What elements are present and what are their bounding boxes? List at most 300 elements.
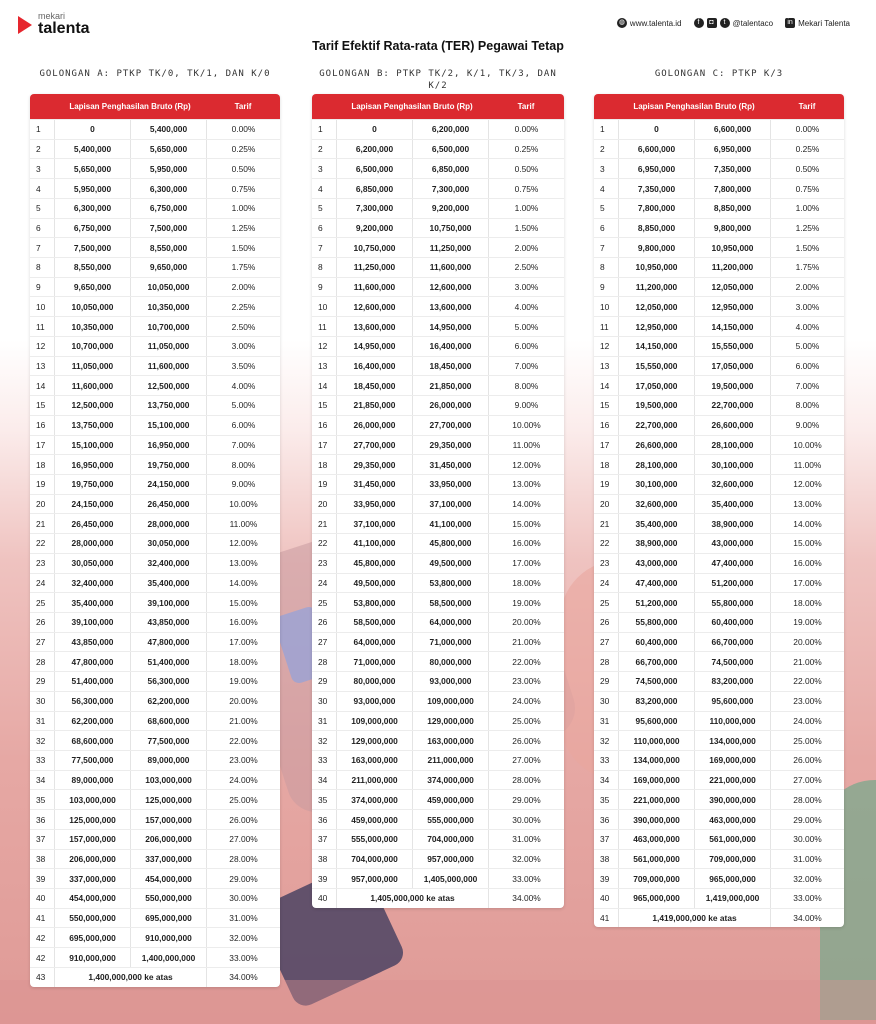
rate-table [594,94,844,927]
rate-value: 0.00% [770,120,844,139]
row-number: 4 [600,183,605,194]
income-from: 11,600,000 [54,376,130,395]
income-from: 15,100,000 [54,436,130,455]
row-number: 3 [36,163,41,174]
table-row [594,691,844,711]
rate-value: 19.00% [488,593,564,612]
income-to: 12,500,000 [130,376,206,395]
table-row [594,158,844,178]
income-to: 110,000,000 [694,712,770,731]
row-number: 32 [36,735,46,746]
row-number: 14 [600,380,610,391]
income-to: 89,000,000 [130,751,206,770]
row-number: 11 [318,321,327,332]
rate-value: 0.75% [770,179,844,198]
row-number: 16 [36,420,46,431]
table-row [594,237,844,257]
table-header [30,94,280,119]
income-to: 5,950,000 [130,159,206,178]
row-number: 16 [318,420,328,431]
table-row [30,691,280,711]
rate-table [312,94,564,908]
row-number: 40 [600,893,610,904]
table-row [30,494,280,514]
income-from: 374,000,000 [336,790,412,809]
income-from: 9,650,000 [54,278,130,297]
table-row [30,947,280,967]
row-number: 17 [600,439,610,450]
table-row [30,612,280,632]
table-row [594,651,844,671]
income-from: 459,000,000 [336,810,412,829]
rate-value: 33.00% [488,869,564,888]
rate-value: 14.00% [206,574,280,593]
income-to: 11,600,000 [412,258,488,277]
rate-value: 32.00% [770,869,844,888]
table-header [312,94,564,119]
rate-value: 9.00% [770,416,844,435]
income-from: 965,000,000 [618,889,694,908]
table-row [30,178,280,198]
rate-value: 4.00% [206,376,280,395]
table-row-last [594,908,844,928]
rate-value: 28.00% [488,771,564,790]
table-row [594,474,844,494]
row-number: 26 [600,617,610,628]
row-number: 9 [318,282,323,293]
rate-value: 1.25% [770,219,844,238]
group-label: GOLONGAN A: PTKP TK/0, TK/1, DAN K/0 [39,69,271,79]
rate-value: 14.00% [770,514,844,533]
rate-value: 25.00% [488,712,564,731]
income-to: 56,300,000 [130,672,206,691]
table-row [312,711,564,731]
income-from: 14,150,000 [618,337,694,356]
table-row [30,592,280,612]
table-row [594,316,844,336]
row-number: 34 [318,775,328,786]
income-from: 454,000,000 [54,889,130,908]
rate-value: 21.00% [206,712,280,731]
income-to: 41,100,000 [412,514,488,533]
income-to: 14,950,000 [412,317,488,336]
income-to: 374,000,000 [412,771,488,790]
table-row [594,849,844,869]
income-from: 45,800,000 [336,554,412,573]
income-from: 64,000,000 [336,633,412,652]
income-from: 58,500,000 [336,613,412,632]
rate-value: 28.00% [770,790,844,809]
income-to: 14,150,000 [694,317,770,336]
table-row [30,849,280,869]
table-row [594,375,844,395]
table-row [30,513,280,533]
income-to: 163,000,000 [412,731,488,750]
table-row [312,257,564,277]
income-to: 11,200,000 [694,258,770,277]
income-to: 68,600,000 [130,712,206,731]
row-number: 41 [600,913,610,924]
income-from: 7,350,000 [618,179,694,198]
income-to: 31,450,000 [412,455,488,474]
row-number: 18 [36,459,46,470]
rate-value: 27.00% [770,771,844,790]
rate-value: 18.00% [206,652,280,671]
income-from: 211,000,000 [336,771,412,790]
rate-value: 1.25% [206,219,280,238]
table-row [312,435,564,455]
table-row [312,849,564,869]
income-from: 16,400,000 [336,357,412,376]
rate-value: 0.50% [770,159,844,178]
rate-value: 1.75% [770,258,844,277]
income-from: 555,000,000 [336,830,412,849]
table-row [312,868,564,888]
table-row [312,139,564,159]
income-from: 32,400,000 [54,574,130,593]
table-row [312,336,564,356]
rate-value: 31.00% [770,850,844,869]
income-to: 337,000,000 [130,850,206,869]
table-row [594,395,844,415]
income-to: 11,050,000 [130,337,206,356]
income-from: 30,100,000 [618,475,694,494]
income-to: 11,250,000 [412,238,488,257]
income-to: 211,000,000 [412,751,488,770]
table-row [30,237,280,257]
income-from: 28,000,000 [54,534,130,553]
rate-value: 22.00% [770,672,844,691]
income-from: 561,000,000 [618,850,694,869]
income-from: 66,700,000 [618,652,694,671]
rate-value: 20.00% [488,613,564,632]
income-to: 24,150,000 [130,475,206,494]
row-number: 10 [600,301,610,312]
table-row [594,178,844,198]
table-row [312,513,564,533]
rate-value: 22.00% [206,731,280,750]
income-from: 62,200,000 [54,712,130,731]
table-row [312,750,564,770]
table-row [594,198,844,218]
table-row [594,218,844,238]
rate-value: 18.00% [488,574,564,593]
income-from: 35,400,000 [618,514,694,533]
income-to: 95,600,000 [694,692,770,711]
income-from: 5,650,000 [54,159,130,178]
income-from: 47,400,000 [618,574,694,593]
income-to: 965,000,000 [694,869,770,888]
income-to: 32,600,000 [694,475,770,494]
income-to: 37,100,000 [412,495,488,514]
rate-value: 0.25% [206,140,280,159]
table-row [312,553,564,573]
website-link[interactable]: www.talenta.id [629,18,682,28]
table-row [30,888,280,908]
rate-value: 11.00% [770,455,844,474]
rate-value: 21.00% [770,652,844,671]
income-to: 206,000,000 [130,830,206,849]
income-to: 7,350,000 [694,159,770,178]
table-row [312,119,564,139]
income-to: 9,650,000 [130,258,206,277]
table-row [594,809,844,829]
income-to: 5,400,000 [130,120,206,139]
row-number: 1 [318,124,323,135]
rate-value: 32.00% [206,928,280,947]
table-row [312,632,564,652]
income-from: 0 [54,120,130,139]
income-from: 80,000,000 [336,672,412,691]
income-from: 11,250,000 [336,258,412,277]
income-to: 1,419,000,000 [694,889,770,908]
income-to: 9,800,000 [694,219,770,238]
table-row [312,474,564,494]
table-row [594,356,844,376]
table-row [312,356,564,376]
income-from: 134,000,000 [618,751,694,770]
income-to: 30,100,000 [694,455,770,474]
income-from: 95,600,000 [618,712,694,731]
row-number: 18 [600,459,610,470]
income-from: 5,400,000 [54,140,130,159]
table-row [30,119,280,139]
rate-value: 14.00% [488,495,564,514]
rate-value: 33.00% [206,948,280,967]
income-from: 60,400,000 [618,633,694,652]
rate-value: 30.00% [488,810,564,829]
row-number: 24 [600,577,610,588]
income-to: 64,000,000 [412,613,488,632]
income-to: 555,000,000 [412,810,488,829]
row-number: 7 [318,242,323,253]
income-to: 45,800,000 [412,534,488,553]
income-to: 60,400,000 [694,613,770,632]
income-from: 43,850,000 [54,633,130,652]
row-number: 40 [36,893,46,904]
row-number: 34 [600,775,610,786]
rate-value: 25.00% [770,731,844,750]
income-to: 10,700,000 [130,317,206,336]
rate-value: 11.00% [488,436,564,455]
row-number: 34 [36,775,46,786]
row-number: 36 [600,814,610,825]
income-from: 13,750,000 [54,416,130,435]
row-number: 33 [36,755,46,766]
income-to: 109,000,000 [412,692,488,711]
rate-value: 17.00% [488,554,564,573]
income-from: 8,550,000 [54,258,130,277]
row-number: 27 [318,637,328,648]
income-to: 16,400,000 [412,337,488,356]
income-from: 30,050,000 [54,554,130,573]
rate-value: 16.00% [770,554,844,573]
rate-value: 8.00% [488,376,564,395]
rate-header: Tarif [234,102,252,111]
row-number: 6 [36,222,41,233]
rate-value: 2.50% [488,258,564,277]
income-to: 55,800,000 [694,593,770,612]
income-from: 26,600,000 [618,436,694,455]
rate-value: 17.00% [770,574,844,593]
income-to: 71,000,000 [412,633,488,652]
income-from: 163,000,000 [336,751,412,770]
income-from: 74,500,000 [618,672,694,691]
table-row-last [30,967,280,987]
table-row [30,395,280,415]
table-row [594,730,844,750]
rate-value: 24.00% [488,692,564,711]
income-from: 93,000,000 [336,692,412,711]
table-row [312,592,564,612]
row-number: 25 [600,597,610,608]
rate-value: 33.00% [770,889,844,908]
row-number: 32 [600,735,610,746]
income-from: 6,850,000 [336,179,412,198]
income-to: 6,950,000 [694,140,770,159]
table-row [30,435,280,455]
row-number: 2 [600,144,605,155]
row-number: 3 [318,163,323,174]
row-number: 39 [318,873,328,884]
rate-value: 7.00% [770,376,844,395]
table-row [312,415,564,435]
table-row [30,218,280,238]
income-from: 7,500,000 [54,238,130,257]
row-number: 9 [36,282,41,293]
rate-value: 3.00% [488,278,564,297]
table-row [30,257,280,277]
table-row [594,750,844,770]
table-row [30,316,280,336]
row-number: 39 [600,873,610,884]
rate-value: 2.00% [488,238,564,257]
row-number: 20 [36,499,46,510]
table-row [30,158,280,178]
income-above: 1,419,000,000 ke atas [618,909,770,928]
income-from: 6,300,000 [54,199,130,218]
table-row [594,553,844,573]
row-number: 38 [36,853,46,864]
table-body [594,119,844,927]
income-from: 19,750,000 [54,475,130,494]
income-to: 35,400,000 [130,574,206,593]
rate-value: 15.00% [770,534,844,553]
income-to: 129,000,000 [412,712,488,731]
row-number: 22 [318,538,328,549]
row-number: 7 [600,242,605,253]
income-to: 26,600,000 [694,416,770,435]
row-number: 19 [318,479,328,490]
table-row [594,296,844,316]
row-number: 5 [600,203,605,214]
rate-value: 12.00% [770,475,844,494]
income-from: 463,000,000 [618,830,694,849]
income-to: 561,000,000 [694,830,770,849]
rate-value: 34.00% [488,889,564,908]
income-to: 6,500,000 [412,140,488,159]
income-to: 53,800,000 [412,574,488,593]
row-number: 8 [600,262,605,273]
table-row [30,711,280,731]
row-number: 2 [36,144,41,155]
income-to: 10,350,000 [130,297,206,316]
income-to: 390,000,000 [694,790,770,809]
rate-value: 12.00% [206,534,280,553]
row-number: 26 [318,617,328,628]
table-row [312,198,564,218]
row-number: 21 [600,518,610,529]
income-from: 957,000,000 [336,869,412,888]
linkedin-link[interactable]: Mekari Talenta [798,18,850,28]
income-to: 43,000,000 [694,534,770,553]
table-row [594,573,844,593]
income-to: 6,300,000 [130,179,206,198]
row-number: 19 [36,479,46,490]
row-number: 11 [600,321,609,332]
rate-value: 10.00% [488,416,564,435]
contact-bar [617,18,850,28]
row-number: 19 [600,479,610,490]
income-from: 5,950,000 [54,179,130,198]
table-row [594,632,844,652]
table-row [30,651,280,671]
table-row [594,494,844,514]
range-header: Lapisan Penghasilan Bruto (Rp) [351,102,473,111]
rate-value: 23.00% [206,751,280,770]
income-from: 56,300,000 [54,692,130,711]
table-row [312,770,564,790]
row-number: 40 [318,893,328,904]
income-to: 16,950,000 [130,436,206,455]
instagram-icon: ◘ [707,18,717,28]
income-from: 0 [336,120,412,139]
income-to: 33,950,000 [412,475,488,494]
row-number: 24 [36,577,46,588]
income-from: 28,100,000 [618,455,694,474]
income-from: 26,450,000 [54,514,130,533]
facebook-icon: f [694,18,704,28]
income-to: 12,050,000 [694,278,770,297]
group-label: GOLONGAN C: PTKP K/3 [654,69,784,79]
row-number: 6 [318,222,323,233]
income-from: 14,950,000 [336,337,412,356]
table-row [312,158,564,178]
income-from: 11,200,000 [618,278,694,297]
rate-value: 1.00% [206,199,280,218]
brand-arrow-icon [18,16,32,34]
row-number: 31 [600,715,610,726]
income-from: 0 [618,120,694,139]
table-row [594,435,844,455]
social-handle[interactable]: @talentaco [732,18,774,28]
income-to: 10,750,000 [412,219,488,238]
income-from: 27,700,000 [336,436,412,455]
income-from: 125,000,000 [54,810,130,829]
row-number: 15 [36,400,46,411]
income-to: 15,550,000 [694,337,770,356]
table-row [594,829,844,849]
income-to: 13,750,000 [130,396,206,415]
row-number: 22 [600,538,610,549]
rate-value: 18.00% [770,593,844,612]
income-from: 704,000,000 [336,850,412,869]
table-row [30,277,280,297]
table-row [312,651,564,671]
income-from: 47,800,000 [54,652,130,671]
table-body [312,119,564,908]
rate-value: 16.00% [206,613,280,632]
